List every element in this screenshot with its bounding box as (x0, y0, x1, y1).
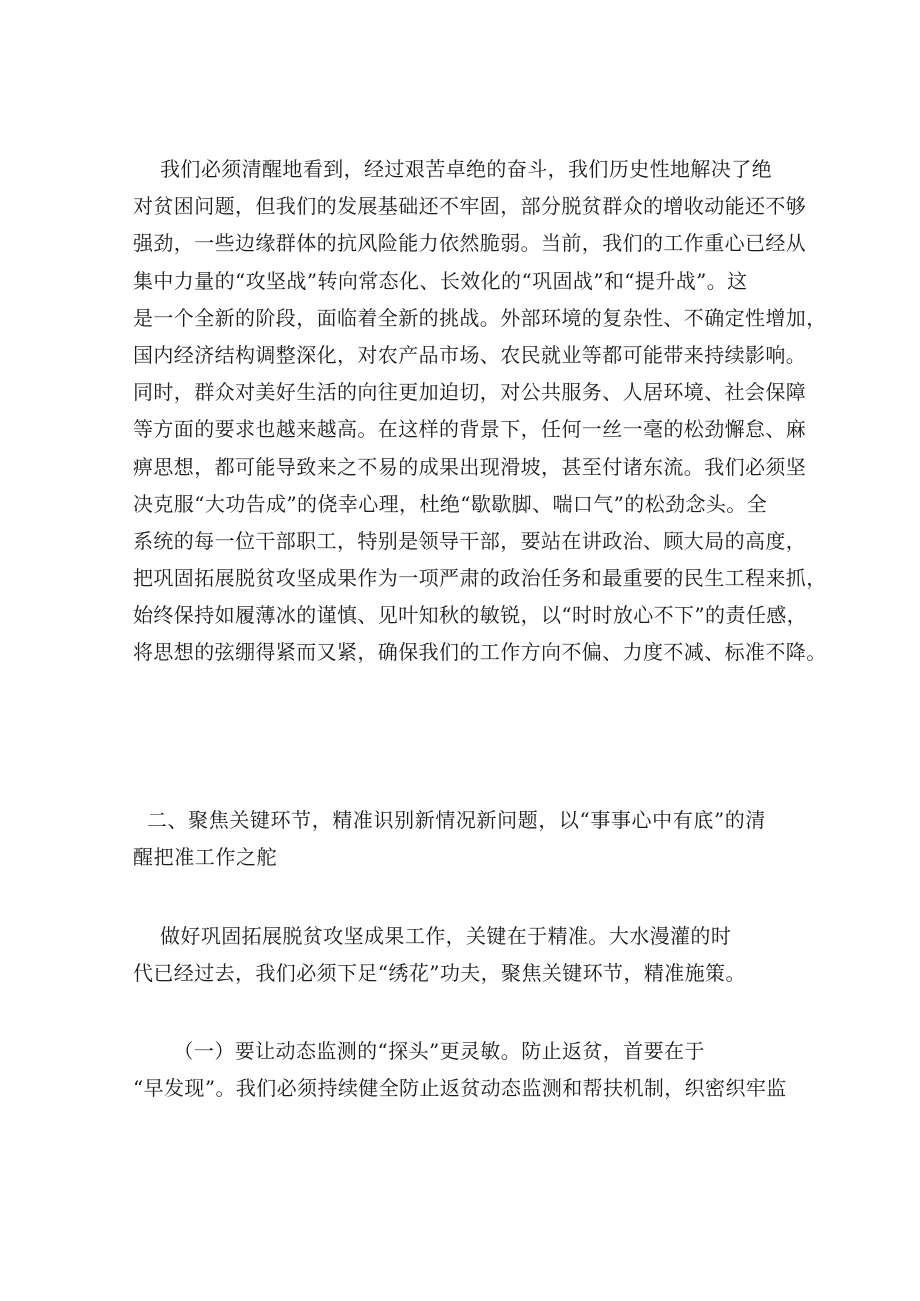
paragraph-line: 把巩固拓展脱贫攻坚成果作为一项严肃的政治任务和最重要的民生工程来抓， (133, 566, 827, 591)
paragraph-line: 痹思想，都可能导致来之不易的成果出现滑坡，甚至付诸东流。我们必须坚 (133, 454, 807, 479)
paragraph-1 (133, 151, 827, 672)
paragraph-line: 将思想的弦绷得紧而又紧，确保我们的工作方向不偏、力度不减、标准不降。 (133, 640, 827, 665)
paragraph-line: “早发现”。我们必须持续健全防止返贫动态监测和帮扶机制，织密织牢监 (133, 1076, 787, 1101)
section-heading (133, 802, 805, 876)
paragraph-line: 决克服“大功告成”的侥幸心理，杜绝“歇歇脚、喘口气”的松劲念头。全 (133, 491, 768, 516)
paragraph-line: 系统的每一位干部职工，特别是领导干部，要站在讲政治、顾大局的高度， (133, 528, 807, 553)
paragraph-line: 始终保持如履薄冰的谨慎、见叶知秋的敏锐，以“时时放心不下”的责任感， (133, 603, 808, 628)
paragraph-line: 代已经过去，我们必须下足“绣花”功夫，聚焦关键环节，精准施策。 (133, 961, 746, 986)
paragraph-2 (133, 918, 805, 992)
paragraph-line: 我们必须清醒地看到，经过艰苦卓绝的奋斗，我们历史性地解决了绝 (133, 157, 773, 181)
paragraph-line: 是一个全新的阶段，面临着全新的挑战。外部环境的复杂性、不确定性增加， (133, 305, 827, 330)
paragraph-line: 集中力量的“攻坚战”转向常态化、长效化的“巩固战”和“提升战”。这 (133, 268, 748, 293)
paragraph-3 (133, 1033, 805, 1107)
paragraph-line: 等方面的要求也越来越高。在这样的背景下，任何一丝一毫的松劲懈怠、麻 (133, 417, 807, 442)
paragraph-line: 同时，群众对美好生活的向往更加迫切，对公共服务、人居环境、社会保障 (133, 380, 807, 405)
heading-line: 醒把准工作之舵 (133, 845, 278, 870)
paragraph-line: 强劲，一些边缘群体的抗风险能力依然脆弱。当前，我们的工作重心已经从 (133, 231, 807, 256)
paragraph-line: 国内经济结构调整深化，对农产品市场、农民就业等都可能带来持续影响。 (133, 342, 807, 367)
paragraph-line: （一）要让动态监测的“探头”更灵敏。防止返贫，首要在于 (133, 1039, 705, 1063)
heading-line: 二、聚焦关键环节，精准识别新情况新问题，以“事事心中有底”的清 (133, 808, 766, 832)
paragraph-line: 对贫困问题，但我们的发展基础还不牢固，部分脱贫群众的增收动能还不够 (133, 194, 807, 219)
paragraph-line: 做好巩固拓展脱贫攻坚成果工作，关键在于精准。大水漫灌的时 (133, 924, 732, 948)
